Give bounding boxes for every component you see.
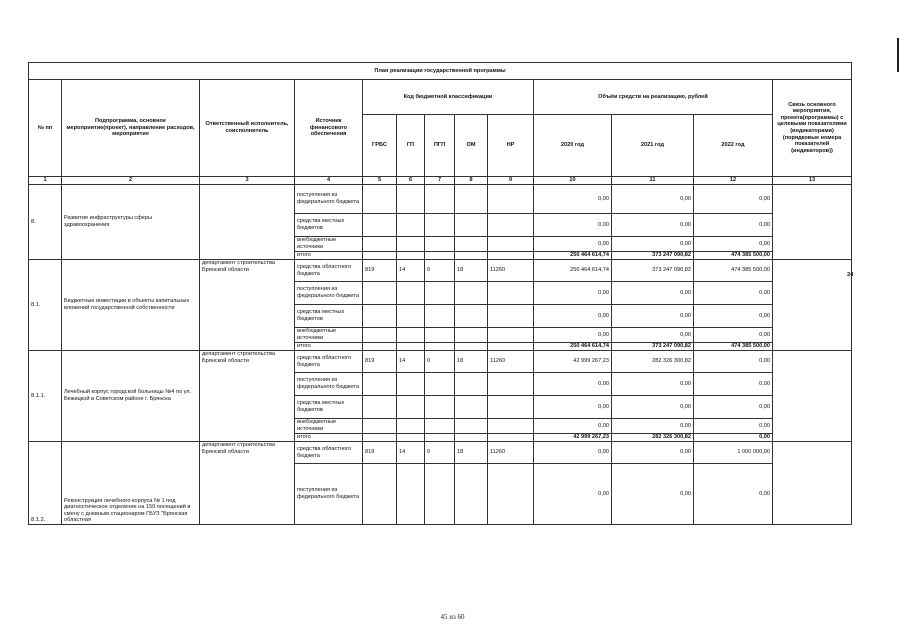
row-responsible: департамент строительства Брянской области [200, 351, 295, 442]
table-row [29, 442, 852, 464]
value-2022: 0,00 [694, 464, 773, 525]
total-2022: 0,00 [694, 434, 773, 442]
total-2022: 474 385 500,00 [694, 343, 773, 351]
total-2021: 282 326 300,82 [612, 434, 694, 442]
col-number: 11 [612, 177, 694, 185]
value-2020: 0,00 [534, 185, 612, 214]
value-2020: 42 999 267,23 [534, 351, 612, 373]
code-om: 18 [455, 260, 488, 282]
source-cell: поступления из федерального бюджета [295, 282, 363, 305]
source-cell: средства местных бюджетов [295, 305, 363, 328]
col-number: 9 [488, 177, 534, 185]
value-2022: 0,00 [694, 237, 773, 252]
table-row [29, 185, 852, 214]
code-gp: 14 [397, 351, 425, 373]
code-om: 18 [455, 351, 488, 373]
value-2021: 0,00 [612, 185, 694, 214]
value-2021: 0,00 [612, 305, 694, 328]
value-2022: 0,00 [694, 373, 773, 396]
col-number: 13 [773, 177, 852, 185]
col-number: 6 [397, 177, 425, 185]
header-num: № пп [29, 80, 62, 177]
table-title: План реализации государственной программы [29, 63, 852, 80]
source-cell: итого [295, 343, 363, 351]
col-number: 7 [425, 177, 455, 185]
value-2020: 0,00 [534, 328, 612, 343]
code-pgp: 0 [425, 442, 455, 464]
row-num: 8. [29, 185, 62, 260]
total-2022: 474 385 500,00 [694, 252, 773, 260]
value-2021: 0,00 [612, 282, 694, 305]
total-2020: 42 999 267,23 [534, 434, 612, 442]
value-2021: 0,00 [612, 328, 694, 343]
row-num: 8.1.2. [29, 442, 62, 525]
source-cell: внебюджетные источники [295, 328, 363, 343]
value-2022: 474 385 500,00 [694, 260, 773, 282]
link-cell [773, 351, 852, 442]
value-2022: 0,00 [694, 185, 773, 214]
value-2020: 0,00 [534, 464, 612, 525]
code-om: 18 [455, 442, 488, 464]
program-plan-table [28, 62, 852, 525]
table-row [29, 351, 852, 373]
header-pgp: ПГП [425, 115, 455, 177]
code-np: 11260 [488, 442, 534, 464]
col-number: 4 [295, 177, 363, 185]
value-2022: 0,00 [694, 419, 773, 434]
code-grbs: 819 [363, 351, 397, 373]
table-row [29, 260, 852, 282]
value-2022: 0,00 [694, 305, 773, 328]
link-cell [773, 185, 852, 260]
column-number-row [29, 177, 852, 185]
value-2020: 0,00 [534, 214, 612, 237]
row-name: Лечебный корпус городской больницы №4 по ул. Бежицкой в Советском районе г. Брянска [62, 351, 200, 442]
header-gp: ГП [397, 115, 425, 177]
link-indicator-value: 24 [847, 272, 854, 278]
row-responsible [200, 185, 295, 260]
header-responsible: Ответственный исполнитель, соисполнитель [200, 80, 295, 177]
source-cell: поступления из федерального бюджета [295, 185, 363, 214]
program-plan-table-wrapper [28, 62, 854, 525]
header-subprogram: Подпрограмма, основное мероприятие(проект), направление расходов, мероприятие [62, 80, 200, 177]
code-np: 11260 [488, 351, 534, 373]
row-responsible: департамент строительства Брянской области [200, 260, 295, 351]
page-footer: 45 из 60 [440, 613, 465, 621]
row-num: 8.1. [29, 260, 62, 351]
total-2020: 250 464 614,74 [534, 252, 612, 260]
source-cell: итого [295, 252, 363, 260]
header-volume-group: Объём средств на реализацию, рублей [534, 80, 773, 115]
total-2021: 373 247 090,82 [612, 252, 694, 260]
value-2022: 0,00 [694, 351, 773, 373]
header-grbs: ГРБС [363, 115, 397, 177]
col-number: 10 [534, 177, 612, 185]
col-number: 12 [694, 177, 773, 185]
source-cell: внебюджетные источники [295, 419, 363, 434]
value-2021: 0,00 [612, 237, 694, 252]
col-number: 1 [29, 177, 62, 185]
total-2021: 373 247 090,82 [612, 343, 694, 351]
value-2022: 0,00 [694, 396, 773, 419]
header-source: Источник финансового обеспечения [295, 80, 363, 177]
value-2022: 0,00 [694, 282, 773, 305]
margin-mark [897, 38, 899, 72]
value-2020: 0,00 [534, 282, 612, 305]
value-2020: 0,00 [534, 237, 612, 252]
source-cell: средства областного бюджета [295, 351, 363, 373]
value-2022: 0,00 [694, 328, 773, 343]
value-2022: 1 000 000,00 [694, 442, 773, 464]
header-2022: 2022 год [694, 115, 773, 177]
col-number: 8 [455, 177, 488, 185]
col-number: 3 [200, 177, 295, 185]
row-name: Бюджетные инвестиции в объекты капитальных вложений государственной собственности [62, 260, 200, 351]
code-gp: 14 [397, 260, 425, 282]
code-pgp: 0 [425, 351, 455, 373]
value-2021: 0,00 [612, 464, 694, 525]
code-gp: 14 [397, 442, 425, 464]
value-2020: 0,00 [534, 396, 612, 419]
source-cell: средства местных бюджетов [295, 396, 363, 419]
source-cell: средства областного бюджета [295, 442, 363, 464]
row-name: Реконструкция лечебного корпуса № 1 под диагностическое отделение на 150 посещений в смену с дневным стационаром ГБУЗ "Брянская областная [62, 442, 200, 525]
row-num: 8.1.1. [29, 351, 62, 442]
row-responsible: департамент строительства Брянской области [200, 442, 295, 525]
header-2020: 2020 год [534, 115, 612, 177]
header-kbk-group: Код бюджетной классификации [363, 80, 534, 115]
link-cell [773, 260, 852, 351]
value-2021: 373 247 090,82 [612, 260, 694, 282]
value-2020: 0,00 [534, 419, 612, 434]
col-number: 5 [363, 177, 397, 185]
source-cell: средства местных бюджетов [295, 214, 363, 237]
value-2021: 282 326 300,82 [612, 351, 694, 373]
header-om: ОМ [455, 115, 488, 177]
value-2020: 0,00 [534, 373, 612, 396]
col-number: 2 [62, 177, 200, 185]
source-cell: внебюджетные источники [295, 237, 363, 252]
header-2021: 2021 год [612, 115, 694, 177]
value-2020: 250 464 614,74 [534, 260, 612, 282]
value-2021: 0,00 [612, 373, 694, 396]
source-cell: поступления из федерального бюджета [295, 464, 363, 525]
link-cell [773, 442, 852, 525]
code-grbs: 819 [363, 442, 397, 464]
value-2020: 0,00 [534, 442, 612, 464]
value-2021: 0,00 [612, 214, 694, 237]
value-2021: 0,00 [612, 419, 694, 434]
value-2020: 0,00 [534, 305, 612, 328]
row-name: Развитие инфраструктуры сферы здравоохранения [62, 185, 200, 260]
header-link: Связь основного мероприятия, проекта(программы) с целевыми показателями (индикаторами) (порядковые номера показателей (индикаторов)) [773, 80, 852, 177]
value-2021: 0,00 [612, 442, 694, 464]
header-np: НР [488, 115, 534, 177]
code-np: 11260 [488, 260, 534, 282]
source-cell: средства областного бюджета [295, 260, 363, 282]
value-2022: 0,00 [694, 214, 773, 237]
code-grbs: 819 [363, 260, 397, 282]
code-pgp: 0 [425, 260, 455, 282]
source-cell: поступления из федерального бюджета [295, 373, 363, 396]
total-2020: 250 464 614,74 [534, 343, 612, 351]
value-2021: 0,00 [612, 396, 694, 419]
source-cell: итого [295, 434, 363, 442]
